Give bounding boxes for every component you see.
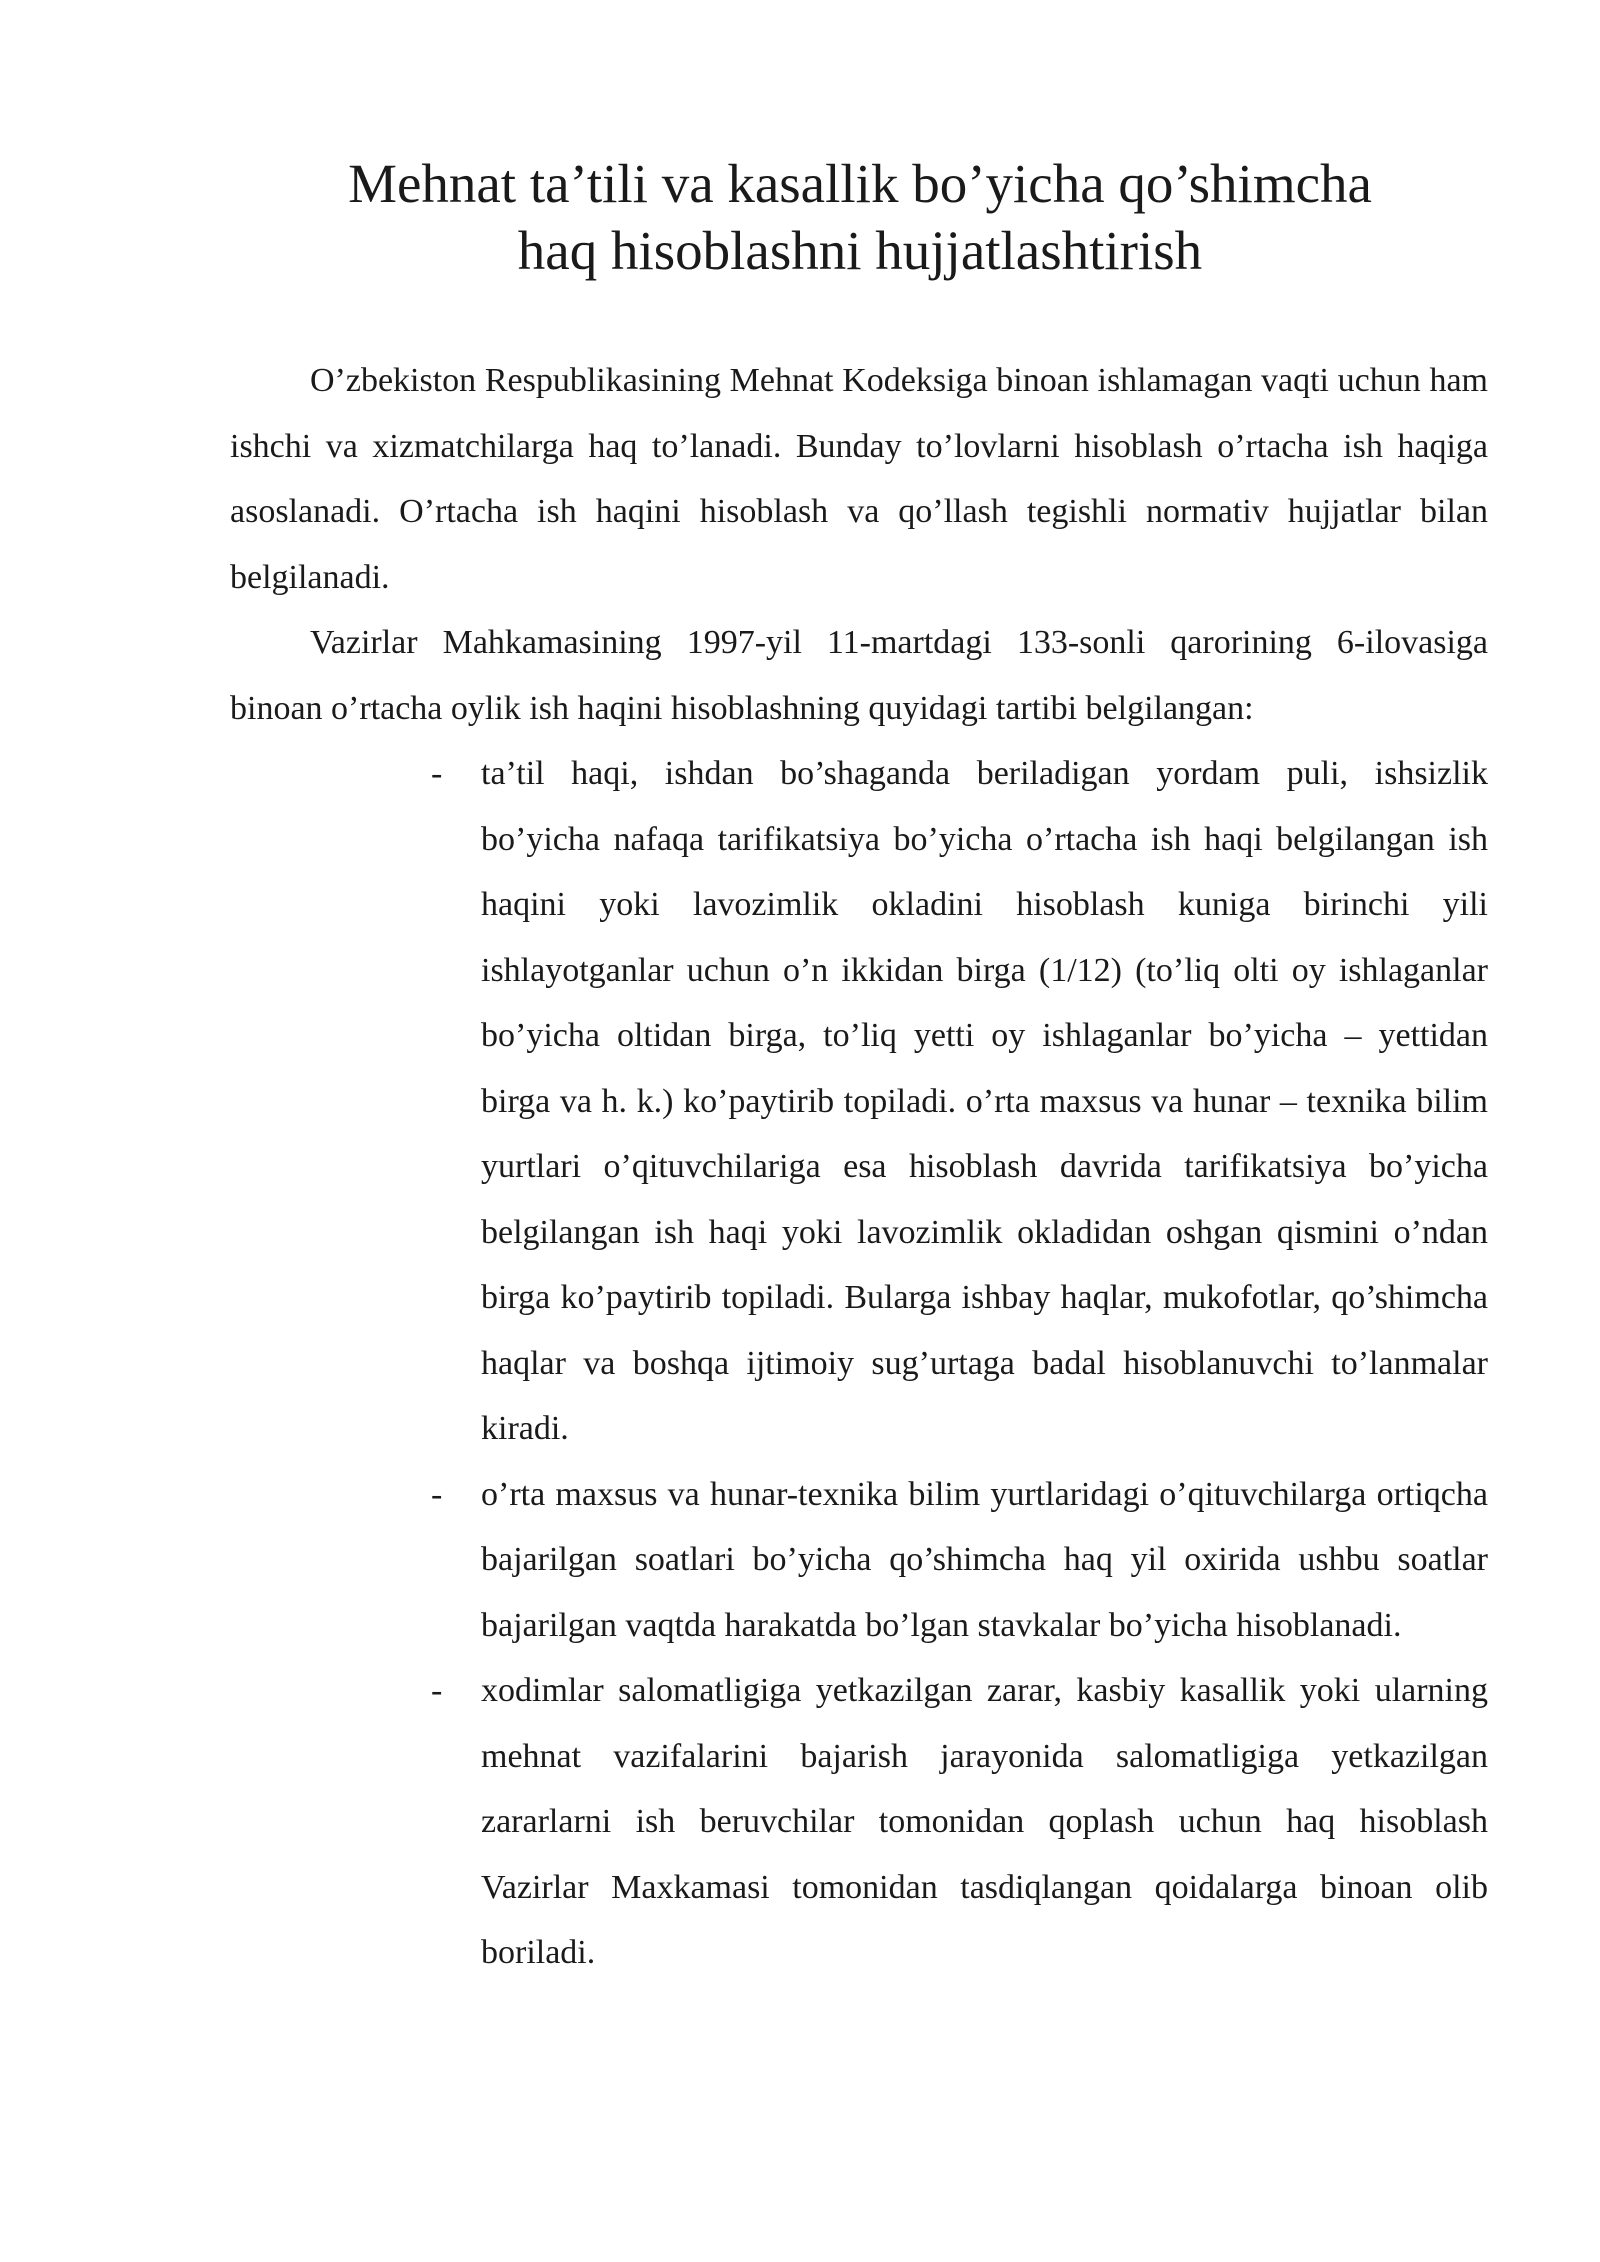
list-item-text: ta’til haqi, ishdan bo’shaganda beriladigan yordam puli, ishsizlik bo’yicha nafaqa tarifikatsiya bo’yicha o’rtacha ish haqi belgilangan ish haqini yoki lavozimlik okladini hisoblash kuniga birinchi yili ishlayotganlar uchun o’n ikkidan birga (1/12) (to’liq olti oy ishlaganlar bo’yicha oltidan birga, to’liq yetti oy ishlaganlar bo’yicha – yettidan birga va h. k.) ko’paytirib topiladi. o’rta maxsus va hunar – texnika bilim yurtlari o’qituvchilariga esa hisoblash davrida tarifikatsiya bo’yicha belgilangan ish haqi yoki lavozimlik okladidan oshgan qismini o’ndan birga ko’paytirib topiladi. Bularga ishbay haqlar, mukofotlar, qo’shimcha haqlar va boshqa ijtimoiy sug’urtaga badal hisoblanuvchi to’lanmalar kiradi.	[481, 755, 1488, 1447]
paragraph-decree: Vazirlar Mahkamasining 1997-yil 11-martdagi 133-sonli qarorining 6-ilovasiga binoan o’rtacha oylik ish haqini hisoblashning quyidagi tartibi belgilangan:	[230, 624, 1488, 727]
document-title	[230, 150, 1490, 284]
list-item	[431, 741, 1488, 1462]
list-item	[431, 1658, 1488, 1986]
list-item-text: xodimlar salomatligiga yetkazilgan zarar, kasbiy kasallik yoki ularning mehnat vazifalarini bajarish jarayonida salomatligiga yetkazilgan zararlarni ish beruvchilar tomonidan qoplash uchun haq hisoblash Vazirlar Maxkamasi tomonidan tasdiqlangan qoidalarga binoan olib boriladi.	[481, 1672, 1488, 1971]
title-line-2: haq hisoblashni hujjatlashtirish	[517, 220, 1203, 281]
list-dash: -	[431, 755, 443, 792]
paragraph-intro: O’zbekiston Respublikasining Mehnat Kodeksiga binoan ishlamagan vaqti uchun ham ishchi va xizmatchilarga haq to’lanadi. Bunday to’lovlarni hisoblash o’rtacha ish haqiga asoslanadi. O’rtacha ish haqini hisoblash va qo’llash tegishli normativ hujjatlar bilan belgilanadi.	[230, 362, 1488, 596]
list-dash: -	[431, 1475, 443, 1513]
list-item-text: o’rta maxsus va hunar-texnika bilim yurtlaridagi o’qituvchilarga ortiqcha bajarilgan soatlari bo’yicha qo’shimcha haq yil oxirida ushbu soatlar bajarilgan vaqtda harakatda bo’lgan stavkalar bo’yicha hisoblanadi.	[481, 1475, 1488, 1644]
document-body	[230, 348, 1488, 1986]
title-line-1: Mehnat ta’tili va kasallik bo’yicha qo’shimcha	[348, 153, 1372, 214]
calculation-rules-list	[230, 741, 1488, 1986]
list-dash: -	[431, 1672, 443, 1709]
list-item	[431, 1462, 1488, 1659]
